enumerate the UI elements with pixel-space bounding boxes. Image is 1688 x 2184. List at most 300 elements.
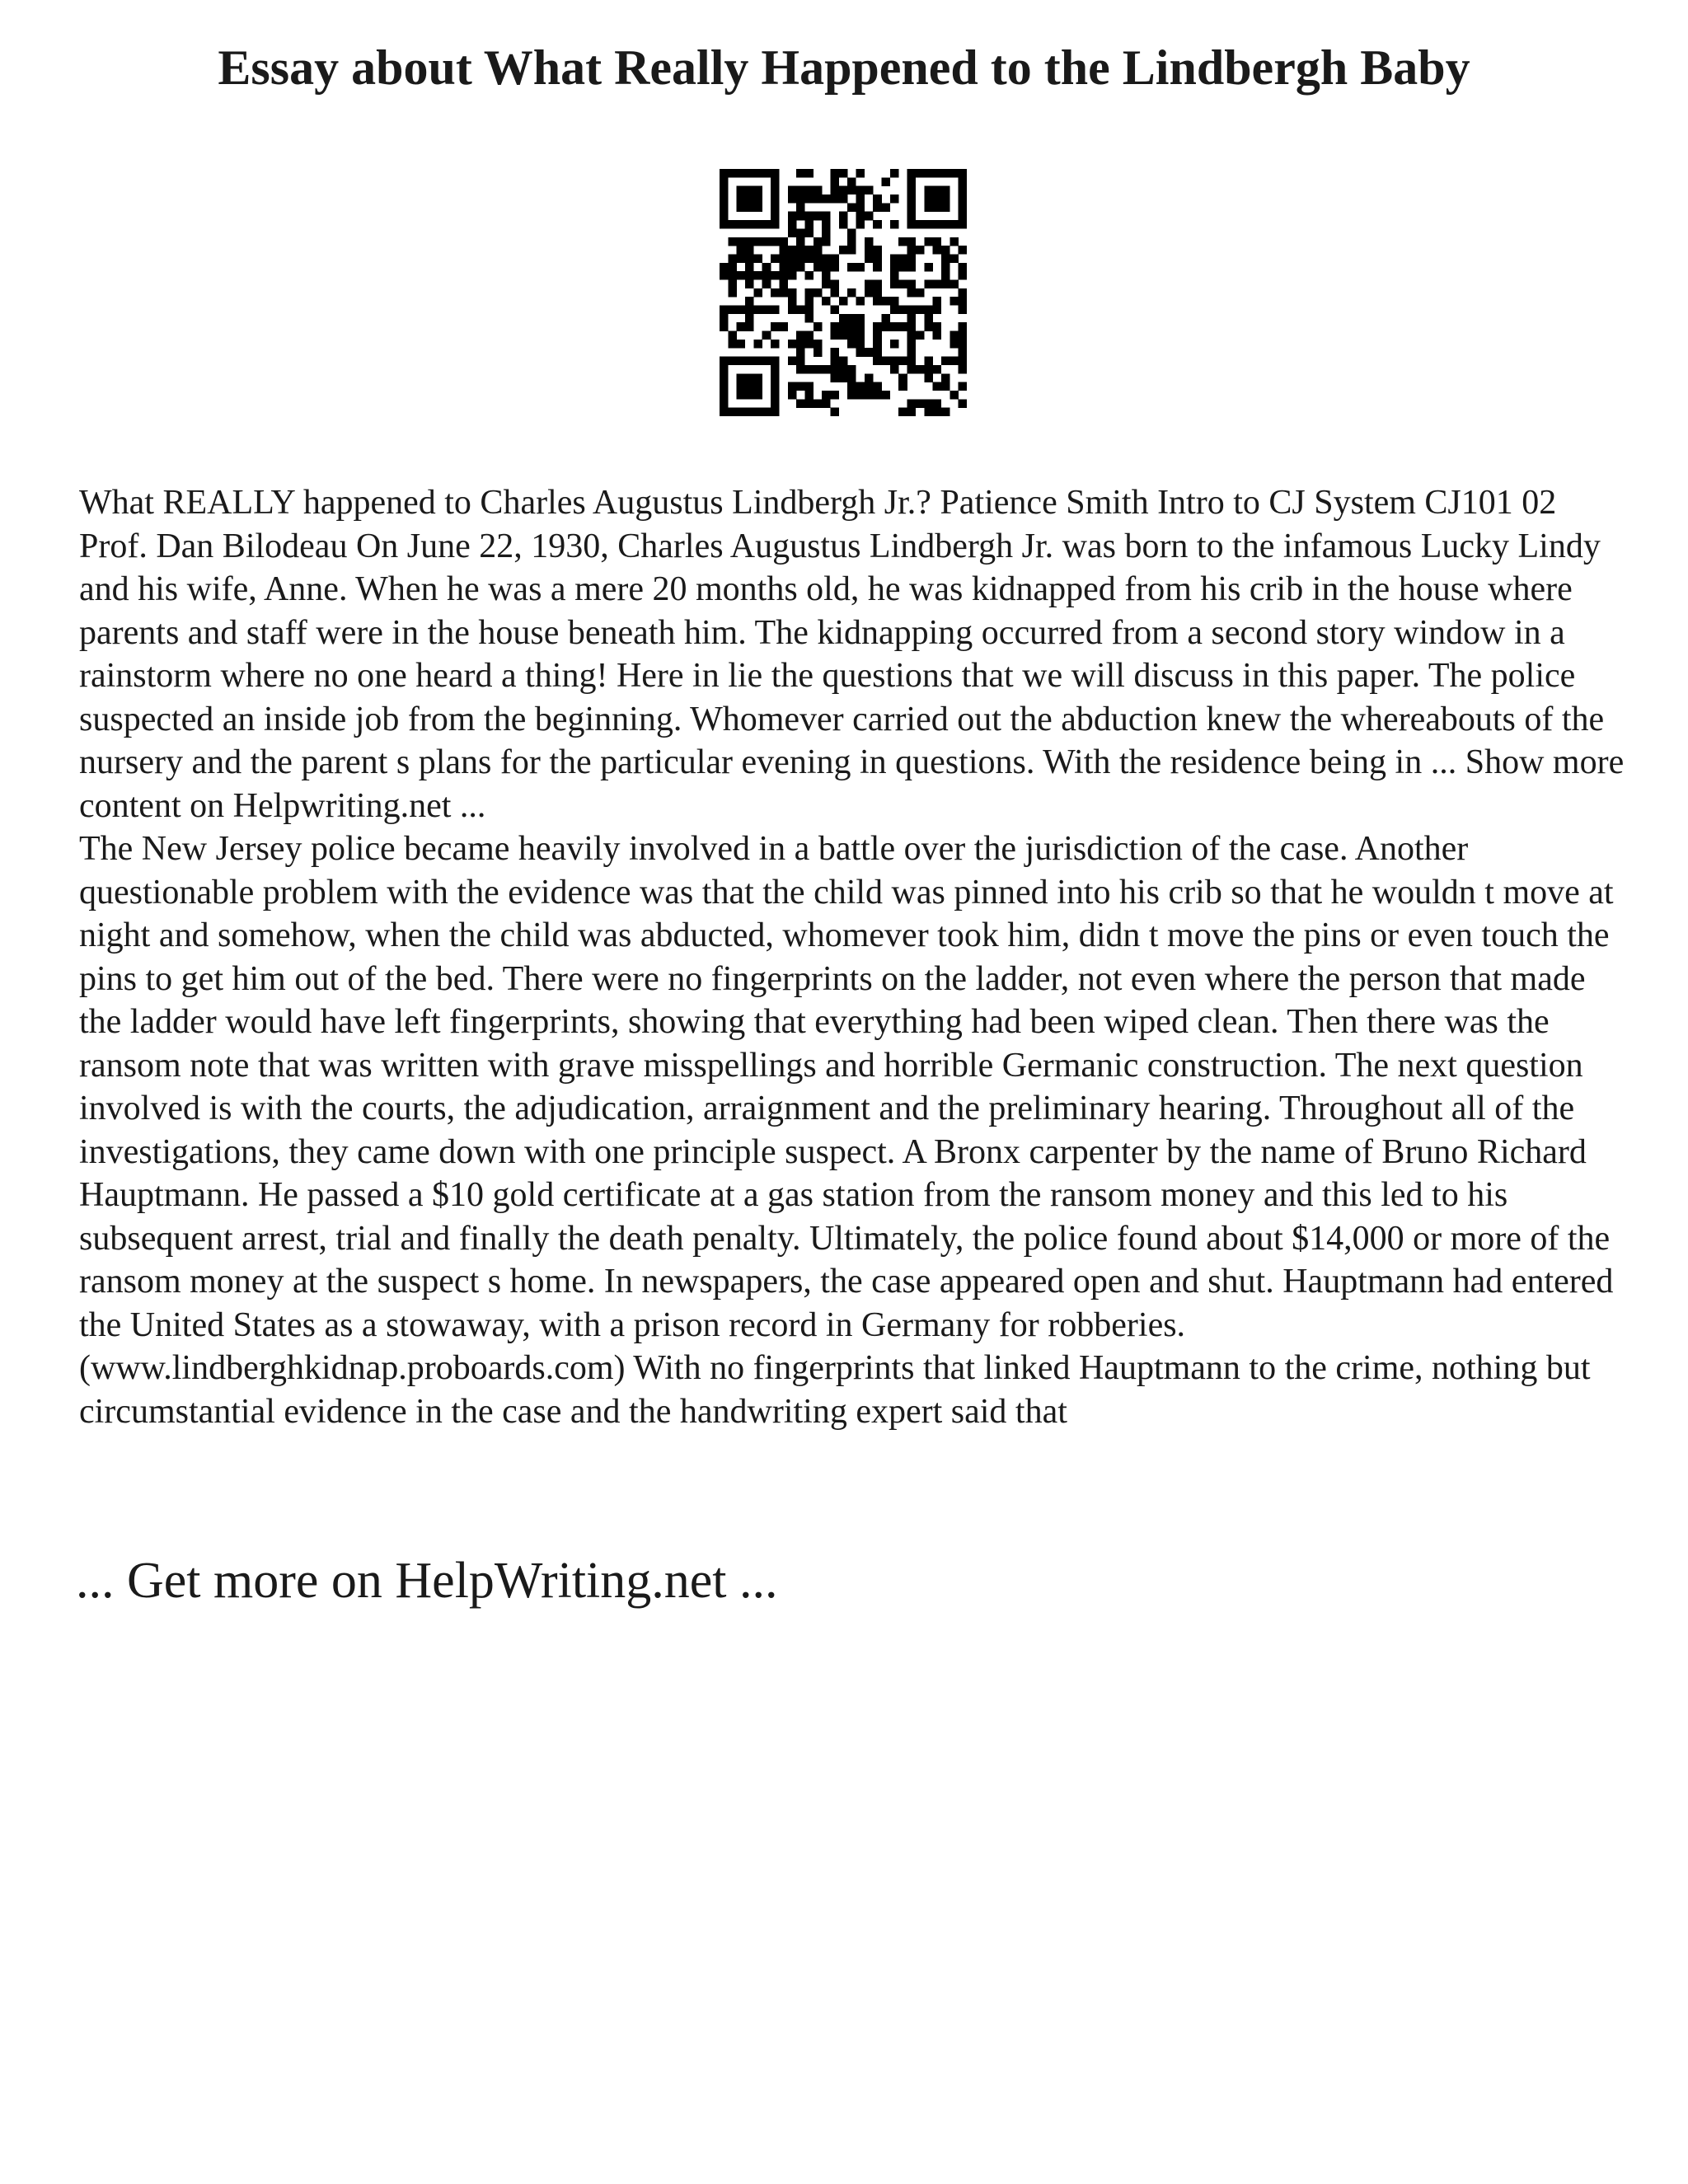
qr-module — [796, 306, 805, 315]
essay-paragraph-2: The New Jersey police became heavily involved in a battle over the jurisdiction of the case. Another questionable problem with the evidence was that the child was pinned into his crib so that he wouldn t move at night and somehow, when the child was abducted, whomever took him, didn t move the pins or even touch the pins to get him out of the bed. There were no fingerprints on the ladder, not even where the person that made the ladder would have left fingerprints, showing that everything had been wiped clean. Then there was the ransom note that was written with grave misspellings and horrible Germanic construction. The next question involved is with the courts, the adjudication, arraignment and the preliminary hearing. Throughout all of the investigations, they came down with one principle suspect. A Bronx carpenter by the name of Bruno Richard Hauptmann. He passed a $10 gold certificate at a gas station from the ransom money and this led to his subsequent arrest, trial and finally the death penalty. Ultimately, the police found about $14,000 or more of the ransom money at the suspect s home. In newspapers, the case appeared open and shut. Hauptmann had entered the United States as a stowaway, with a prison record in Germany for robberies. (www.lindberghkidnap.proboards.com) With no fingerprints that linked Hauptmann to the crime, nothing but circumstantial evidence in the case and the handwriting expert said that — [79, 830, 1614, 1431]
qr-module — [873, 391, 882, 400]
qr-module — [753, 194, 762, 204]
qr-module — [830, 263, 839, 272]
qr-module — [907, 246, 917, 255]
qr-module — [933, 399, 942, 408]
qr-module — [847, 382, 856, 391]
qr-module — [907, 331, 917, 340]
qr-module — [847, 246, 856, 255]
qr-module — [804, 228, 814, 237]
qr-module — [814, 340, 823, 349]
qr-module — [830, 177, 839, 186]
qr-module — [907, 365, 917, 374]
qr-module — [856, 263, 865, 272]
qr-module — [737, 246, 746, 255]
qr-module — [924, 237, 933, 246]
qr-module — [839, 169, 848, 178]
qr-module — [856, 169, 865, 178]
qr-module — [771, 357, 780, 366]
qr-module — [771, 220, 780, 229]
qr-module — [788, 220, 797, 229]
qr-module — [959, 340, 967, 349]
qr-module — [950, 237, 959, 246]
qr-module — [804, 314, 814, 323]
qr-module — [890, 220, 899, 229]
qr-module — [839, 322, 848, 331]
qr-module — [737, 382, 746, 391]
qr-module — [847, 340, 856, 349]
qr-module — [788, 194, 797, 204]
qr-module — [890, 306, 899, 315]
qr-module — [728, 279, 737, 288]
qr-module — [720, 382, 729, 391]
qr-module — [762, 220, 771, 229]
qr-module — [950, 297, 959, 306]
qr-module — [720, 322, 729, 331]
qr-module — [933, 306, 942, 315]
qr-module — [753, 288, 762, 298]
qr-module — [788, 212, 797, 221]
qr-module — [753, 254, 762, 263]
qr-module — [753, 340, 762, 349]
qr-module — [737, 306, 746, 315]
qr-module — [847, 322, 856, 331]
qr-module — [788, 186, 797, 195]
qr-module — [771, 373, 780, 382]
qr-module — [916, 399, 925, 408]
qr-module — [873, 254, 882, 263]
qr-module — [788, 357, 797, 366]
qr-module — [762, 357, 771, 366]
qr-module — [839, 357, 848, 366]
qr-module — [804, 186, 814, 195]
qr-module — [804, 288, 814, 298]
qr-module — [856, 194, 865, 204]
qr-module — [771, 203, 780, 212]
qr-module — [933, 186, 942, 195]
qr-module — [745, 169, 754, 178]
qr-module — [924, 263, 933, 272]
qr-module — [882, 297, 891, 306]
qr-module — [907, 186, 917, 195]
qr-module — [873, 263, 882, 272]
qr-module — [856, 322, 865, 331]
qr-module — [814, 348, 823, 357]
qr-module — [959, 169, 967, 178]
qr-module — [762, 279, 771, 288]
qr-module — [788, 340, 797, 349]
qr-module — [890, 365, 899, 374]
qr-module — [959, 263, 967, 272]
qr-module — [898, 279, 907, 288]
qr-module — [924, 194, 933, 204]
qr-module — [830, 365, 839, 374]
qr-module — [907, 177, 917, 186]
qr-module — [856, 391, 865, 400]
qr-module — [796, 340, 805, 349]
qr-module — [728, 169, 737, 178]
qr-module — [771, 340, 780, 349]
qr-module — [839, 246, 848, 255]
qr-module — [830, 373, 839, 382]
qr-module — [839, 220, 848, 229]
qr-module — [737, 254, 746, 263]
qr-module — [728, 271, 737, 280]
qr-module — [865, 212, 874, 221]
qr-module — [933, 382, 942, 391]
qr-module — [959, 331, 967, 340]
get-more-link[interactable]: ... Get more on HelpWriting.net ... — [76, 1553, 778, 1609]
qr-module — [898, 263, 907, 272]
qr-module — [941, 408, 950, 416]
qr-module — [959, 297, 967, 306]
qr-module — [907, 408, 917, 416]
qr-module — [890, 297, 899, 306]
qr-module — [779, 246, 788, 255]
qr-module — [933, 194, 942, 204]
qr-module — [907, 288, 917, 298]
qr-module — [907, 348, 917, 357]
qr-module — [847, 365, 856, 374]
qr-module — [924, 220, 933, 229]
qr-module — [788, 382, 797, 391]
qr-module — [890, 271, 899, 280]
qr-module — [830, 331, 839, 340]
qr-module — [916, 246, 925, 255]
qr-module — [941, 203, 950, 212]
qr-module — [907, 279, 917, 288]
qr-module — [941, 279, 950, 288]
qr-module — [804, 399, 814, 408]
qr-module — [737, 408, 746, 416]
qr-module — [720, 220, 729, 229]
qr-module — [941, 194, 950, 204]
qr-module — [745, 391, 754, 400]
qr-module — [771, 271, 780, 280]
qr-module — [873, 348, 882, 357]
qr-module — [890, 340, 899, 349]
qr-module — [924, 365, 933, 374]
qr-module — [959, 186, 967, 195]
qr-module — [856, 382, 865, 391]
qr-module — [830, 357, 839, 366]
qr-module — [822, 228, 831, 237]
qr-module — [745, 186, 754, 195]
qr-module — [804, 340, 814, 349]
qr-module — [804, 306, 814, 315]
qr-module — [753, 220, 762, 229]
qr-module — [788, 297, 797, 306]
qr-module — [762, 263, 771, 272]
qr-module — [865, 288, 874, 298]
qr-module — [804, 391, 814, 400]
qr-module — [907, 340, 917, 349]
qr-module — [720, 399, 729, 408]
qr-module — [745, 306, 754, 315]
qr-module — [839, 373, 848, 382]
qr-module — [753, 391, 762, 400]
qr-module — [959, 212, 967, 221]
qr-module — [959, 365, 967, 374]
qr-module — [720, 186, 729, 195]
qr-module — [882, 391, 891, 400]
qr-module — [907, 169, 917, 178]
qr-module — [745, 254, 754, 263]
qr-module — [745, 322, 754, 331]
qr-module — [847, 331, 856, 340]
qr-module — [907, 322, 917, 331]
qr-module — [873, 220, 882, 229]
qr-module — [907, 220, 917, 229]
qr-module — [856, 297, 865, 306]
qr-module — [839, 297, 848, 306]
qr-module — [771, 194, 780, 204]
qr-module — [924, 314, 933, 323]
qr-module — [814, 365, 823, 374]
qr-module — [916, 331, 925, 340]
qr-module — [907, 357, 917, 366]
qr-module — [728, 288, 737, 298]
qr-module — [814, 322, 823, 331]
qr-module — [779, 263, 788, 272]
qr-module — [779, 237, 788, 246]
qr-module — [950, 391, 959, 400]
qr-module — [898, 357, 907, 366]
qr-module — [830, 279, 839, 288]
qr-module — [865, 246, 874, 255]
qr-module — [788, 246, 797, 255]
qr-module — [916, 288, 925, 298]
qr-module — [882, 322, 891, 331]
qr-module — [788, 254, 797, 263]
qr-module — [959, 382, 967, 391]
qr-module — [804, 297, 814, 306]
qr-module — [745, 203, 754, 212]
qr-module — [771, 382, 780, 391]
qr-module — [865, 279, 874, 288]
qr-module — [847, 237, 856, 246]
qr-module — [830, 391, 839, 400]
qr-module — [720, 306, 729, 315]
qr-module — [916, 306, 925, 315]
qr-module — [933, 279, 942, 288]
qr-module — [873, 357, 882, 366]
qr-module — [728, 408, 737, 416]
qr-module — [907, 314, 917, 323]
qr-module — [779, 288, 788, 298]
page-title: Essay about What Really Happened to the Lindbergh Baby — [218, 40, 1470, 95]
qr-module — [771, 186, 780, 195]
qr-module — [753, 271, 762, 280]
qr-module — [796, 169, 805, 178]
qr-module — [847, 228, 856, 237]
qr-module — [720, 314, 729, 323]
qr-module — [916, 365, 925, 374]
qr-module — [830, 348, 839, 357]
qr-module — [856, 220, 865, 229]
qr-module — [847, 263, 856, 272]
qr-module — [907, 194, 917, 204]
qr-module — [753, 169, 762, 178]
qr-module — [907, 263, 917, 272]
qr-module — [873, 331, 882, 340]
qr-module — [796, 212, 805, 221]
qr-module — [839, 194, 848, 204]
qr-module — [839, 186, 848, 195]
qr-module — [728, 340, 737, 349]
qr-module — [745, 263, 754, 272]
qr-module — [788, 288, 797, 298]
qr-module — [814, 263, 823, 272]
qr-module — [737, 357, 746, 366]
qr-module — [924, 373, 933, 382]
qr-module — [924, 408, 933, 416]
qr-module — [873, 297, 882, 306]
qr-module — [830, 186, 839, 195]
qr-module — [796, 263, 805, 272]
qr-module — [804, 194, 814, 204]
qr-module — [847, 373, 856, 382]
qr-module — [847, 391, 856, 400]
qr-module — [933, 365, 942, 374]
qr-module — [720, 373, 729, 382]
qr-module — [950, 331, 959, 340]
qr-module — [822, 271, 831, 280]
qr-module — [950, 220, 959, 229]
qr-module — [941, 357, 950, 366]
qr-module — [822, 391, 831, 400]
qr-module — [933, 246, 942, 255]
qr-module — [865, 186, 874, 195]
qr-module — [882, 357, 891, 366]
qr-module — [924, 322, 933, 331]
qr-module — [737, 391, 746, 400]
qr-module — [933, 297, 942, 306]
qr-module — [753, 382, 762, 391]
qr-module — [898, 382, 907, 391]
qr-module — [959, 271, 967, 280]
qr-module — [890, 357, 899, 366]
qr-module — [898, 237, 907, 246]
qr-module — [847, 288, 856, 298]
qr-module — [941, 246, 950, 255]
qr-module — [728, 254, 737, 263]
qr-module — [796, 186, 805, 195]
qr-module — [941, 186, 950, 195]
qr-module — [882, 177, 891, 186]
qr-module — [804, 246, 814, 255]
qr-module — [882, 314, 891, 323]
qr-module — [814, 254, 823, 263]
qr-module — [814, 246, 823, 255]
qr-module — [839, 365, 848, 374]
qr-module — [933, 220, 942, 229]
qr-module — [753, 306, 762, 315]
qr-module — [737, 203, 746, 212]
qr-module — [856, 331, 865, 340]
qr-module — [865, 237, 874, 246]
qr-module — [762, 169, 771, 178]
qr-module — [771, 212, 780, 221]
qr-module — [745, 408, 754, 416]
qr-module — [830, 306, 839, 315]
qr-module — [771, 288, 780, 298]
qr-module — [745, 279, 754, 288]
qr-module — [959, 306, 967, 315]
qr-module — [916, 169, 925, 178]
qr-module — [933, 322, 942, 331]
qr-module — [745, 382, 754, 391]
qr-module — [796, 237, 805, 246]
qr-module — [907, 254, 917, 263]
qr-module — [796, 246, 805, 255]
qr-module — [796, 382, 805, 391]
qr-module — [898, 254, 907, 263]
qr-module — [822, 220, 831, 229]
qr-module — [745, 246, 754, 255]
qr-module — [941, 373, 950, 382]
qr-module — [814, 288, 823, 298]
qr-module — [830, 322, 839, 331]
qr-module — [814, 194, 823, 204]
qr-module — [959, 357, 967, 366]
qr-module — [771, 322, 780, 331]
qr-module — [856, 314, 865, 323]
qr-module — [959, 194, 967, 204]
qr-module — [720, 408, 729, 416]
qr-module — [830, 254, 839, 263]
qr-module — [865, 373, 874, 382]
qr-module — [762, 271, 771, 280]
qr-module — [753, 186, 762, 195]
qr-module — [771, 169, 780, 178]
qr-module — [814, 237, 823, 246]
qr-module — [865, 391, 874, 400]
qr-module — [898, 408, 907, 416]
qr-module — [788, 228, 797, 237]
qr-module — [771, 306, 780, 315]
qr-module — [745, 314, 754, 323]
qr-module — [830, 288, 839, 298]
qr-module — [873, 288, 882, 298]
qr-module — [728, 331, 737, 340]
qr-module — [959, 322, 967, 331]
qr-code-icon[interactable] — [720, 169, 967, 416]
qr-module — [745, 237, 754, 246]
qr-module — [822, 279, 831, 288]
qr-module — [720, 203, 729, 212]
qr-module — [822, 365, 831, 374]
qr-module — [873, 194, 882, 204]
qr-module — [796, 194, 805, 204]
qr-module — [907, 203, 917, 212]
qr-module — [873, 203, 882, 212]
qr-module — [916, 220, 925, 229]
qr-module — [745, 194, 754, 204]
qr-module — [822, 212, 831, 221]
qr-module — [779, 279, 788, 288]
qr-module — [856, 348, 865, 357]
qr-module — [959, 246, 967, 255]
qr-module — [771, 177, 780, 186]
qr-module — [822, 194, 831, 204]
qr-module — [728, 237, 737, 246]
qr-module — [865, 254, 874, 263]
qr-module — [830, 408, 839, 416]
qr-module — [839, 314, 848, 323]
qr-module — [907, 399, 917, 408]
qr-module — [839, 331, 848, 340]
